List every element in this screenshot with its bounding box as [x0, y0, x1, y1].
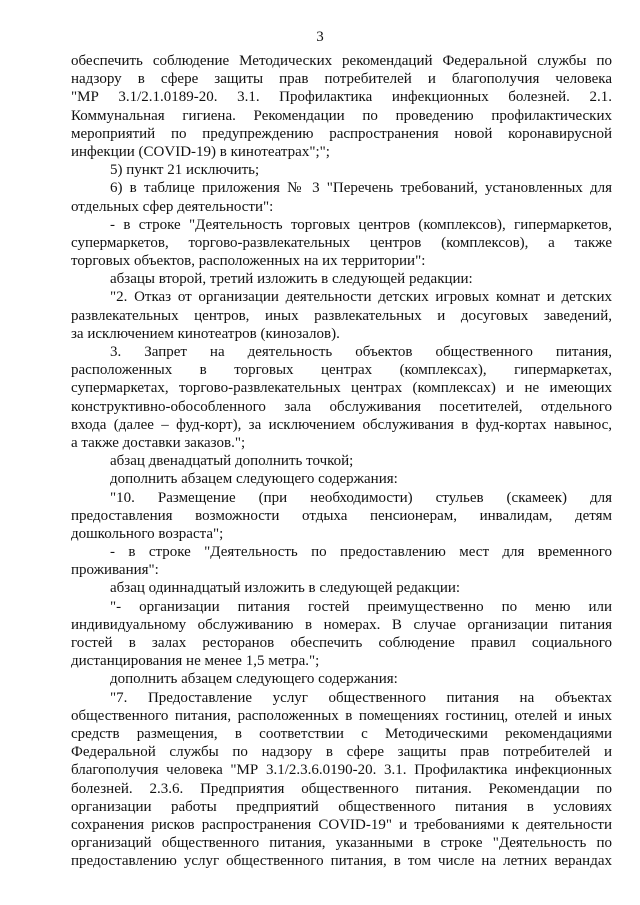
text-line: дополнить абзацем следующего содержания:	[110, 671, 398, 688]
text-line: супермаркетов, торгово-развлекательных центров (комплексов), а также	[71, 234, 612, 251]
text-line: расположенных в торговых центрах (комплексах), гипермаркетах,	[71, 362, 612, 379]
text-line: "- организации питания гостей преимущественно по меню или	[110, 598, 612, 615]
text-line: развлекательных центров, иных развлекательных и досуговых заведений,	[71, 307, 612, 324]
text-line: "7. Предоставление услуг общественного питания на объектах	[110, 689, 612, 706]
text-line: общественного питания, расположенных в помещениях гостиниц, отелей и иных	[71, 707, 612, 724]
text-line: обеспечить соблюдение Методических рекомендаций Федеральной службы по	[71, 53, 612, 69]
text-line: организаций общественного питания, указанными в строке "Деятельность по	[71, 835, 612, 852]
text-line: Коммунальная гигиена. Рекомендации по проведению профилактических	[71, 107, 612, 124]
text-line: индивидуальному обслуживанию в номерах. В случае организации питания	[71, 616, 612, 633]
text-line: дошкольного возраста";	[71, 525, 224, 542]
text-line: за исключением кинотеатров (кинозалов).	[71, 325, 340, 342]
text-line: абзацы второй, третий изложить в следующей редакции:	[110, 271, 473, 288]
text-line: "2. Отказ от организации деятельности детских игровых комнат и детских	[110, 289, 612, 306]
text-line: надзору в сфере защиты прав потребителей и благополучия человека	[71, 71, 612, 88]
text-line: инфекции (COVID-19) в кинотеатрах";";	[71, 143, 330, 160]
text-line: "МР 3.1/2.1.0189-20. 3.1. Профилактика инфекционных болезней. 2.1.	[71, 89, 612, 106]
text-line: 6) в таблице приложения № 3 "Перечень требований, установленных для	[110, 180, 612, 197]
text-line: гостей в залах ресторанов обеспечить соблюдение правил социального	[71, 635, 612, 651]
text-line: входа (далее – фуд-корт), за исключением обслуживания в фуд-кортах навынос,	[71, 416, 612, 433]
text-line: дистанцирования не менее 1,5 метра.";	[71, 653, 320, 670]
text-line: торговых объектов, расположенных на их территории":	[71, 253, 426, 270]
text-line: абзац двенадцатый дополнить точкой;	[110, 453, 354, 470]
page-number: 3	[316, 29, 324, 45]
text-line: болезней. 2.3.6. Предприятия общественного питания. Рекомендации по	[71, 780, 612, 797]
text-line: сохранения рисков распространения COVID-19" и требованиями к деятельности	[71, 816, 612, 833]
document-body	[71, 52, 612, 870]
text-line: а также доставки заказов.";	[71, 434, 246, 451]
text-line: отдельных сфер деятельности":	[71, 198, 274, 215]
text-line: конструктивно-обособленного зала обслуживания посетителей, отдельного	[71, 398, 612, 415]
text-line: организации работы предприятий общественного питания в условиях	[71, 798, 612, 815]
text-line: дополнить абзацем следующего содержания:	[110, 471, 398, 488]
text-line: предоставления возможности отдыха пенсионерам, инвалидам, детям	[71, 507, 612, 524]
text-line: супермаркетах, торгово-развлекательных центрах (комплексах) и не имеющих	[71, 380, 612, 397]
text-line: Федеральной службы по надзору в сфере защиты прав потребителей и	[71, 744, 612, 761]
text-line: абзац одиннадцатый изложить в следующей редакции:	[110, 580, 461, 597]
text-line: благополучия человека "МР 3.1/2.3.6.0190-20. 3.1. Профилактика инфекционных	[71, 762, 612, 779]
text-line: проживания":	[71, 562, 159, 579]
text-line: 3. Запрет на деятельность объектов общественного питания,	[110, 344, 612, 360]
text-line: - в строке "Деятельность торговых центров (комплексов), гипермаркетов,	[110, 216, 612, 233]
text-line: мероприятий по предупреждению распространения новой коронавирусной	[71, 125, 612, 142]
text-line: средств размещения, в соответствии с Методическими рекомендациями	[71, 725, 612, 742]
text-line: "10. Размещение (при необходимости) стульев (скамеек) для	[110, 489, 612, 506]
text-line: 5) пункт 21 исключить;	[110, 162, 260, 179]
text-line: - в строке "Деятельность по предоставлению мест для временного	[110, 544, 612, 561]
text-line: предоставлению услуг общественного питания, в том числе на летних верандах	[71, 853, 612, 870]
